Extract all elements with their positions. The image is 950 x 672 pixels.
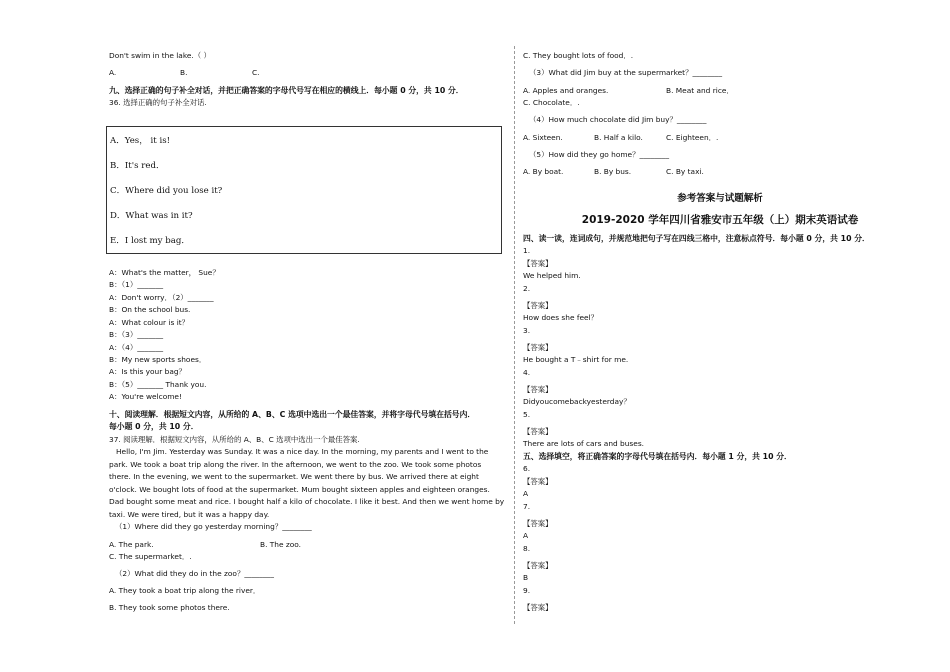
item-number: 3.	[523, 326, 531, 335]
answer-label: 【答案】	[523, 259, 553, 268]
item-number: 7.	[523, 502, 531, 511]
q35-option-a: A.	[109, 68, 117, 77]
box-option-c: C．Where did you lose it?	[110, 186, 223, 196]
q37-line: 37. 阅读理解．根据短文内容，从所给的 A、B、C 选项中选出一个最佳答案.	[109, 435, 360, 444]
q1-option-b: B. The zoo.	[260, 540, 302, 549]
q1-option-a: A. The park.	[109, 540, 154, 549]
q3-option-c: C. Chocolate．.	[523, 98, 580, 107]
q3-option-a: A. Apples and oranges.	[523, 86, 609, 95]
q5-option-b: B. By bus.	[594, 167, 632, 176]
q4-option-c: C. Eighteen．.	[666, 133, 719, 142]
answer-label: 【答案】	[523, 343, 553, 352]
question-2: （2）What did they do in the zoo？________	[115, 569, 274, 578]
q35-option-b: B.	[180, 68, 188, 77]
q1-option-c: C. The supermarket．.	[109, 552, 192, 561]
answer-text: There are lots of cars and buses.	[523, 439, 645, 448]
dialogue-line: A：Is this your bag？	[109, 367, 186, 376]
dialogue-line: A：What colour is it？	[109, 318, 190, 327]
section5-heading: 五、选择填空，将正确答案的字母代号填在括号内．每小题 1 分，共 10 分．	[523, 452, 792, 461]
dialogue-line: B：（3）_______	[109, 330, 164, 339]
answer-text: B	[523, 573, 529, 582]
dialogue-line: A：（4）_______	[109, 343, 164, 352]
answer-text: A	[523, 531, 529, 540]
box-option-a: A．Yes， it is!	[110, 136, 171, 146]
item-number: 9.	[523, 586, 531, 595]
q5-option-a: A. By boat.	[523, 167, 564, 176]
dialogue-line: A：Don't worry．（2）_______	[109, 293, 214, 302]
section9-heading: 九、选择正确的句子补全对话，并把正确答案的字母代号写在相应的横线上．每小题 0 分，共 10 分．	[109, 86, 464, 95]
answer-label: 【答案】	[523, 427, 553, 436]
question-1: （1）Where did they go yesterday morning？________	[115, 522, 312, 531]
reading-passage: Hello, I'm Jim. Yesterday was Sunday. It was a nice day. In the morning, my parents and I went to the park. We took a boat trip along the river. In the afternoon, we went to the zoo. We took some photos there. In the evening, we went to the supermarket. We went there by bus. We arrived there at eight o'clock. We bought lots of food at the supermarket. Mum bought sixteen apples and eighteen oranges. Dad bought some meat and rice. I bought half a kilo of chocolate. I like it best. And then we went home by taxi. We were tired, but it was a happy day.	[109, 447, 505, 519]
section4-heading: 四、读一读，连词成句，并规范地把句子写在四线三格中，注意标点符号．每小题 0 分，共 10 分．	[523, 234, 870, 243]
dialogue-line: B：On the school bus.	[109, 305, 191, 314]
answers-title: 参考答案与试题解析	[677, 193, 763, 204]
dialogue-line: A：You're welcome!	[109, 392, 182, 401]
q4-option-b: B. Half a kilo.	[594, 133, 643, 142]
answer-text: How does she feel？	[523, 313, 599, 322]
dialogue-line: B：（5）_______ Thank you.	[109, 380, 207, 389]
item-number: 2.	[523, 284, 531, 293]
answer-label: 【答案】	[523, 603, 553, 612]
item-number: 6.	[523, 464, 531, 473]
q3-option-b: B. Meat and rice．	[666, 86, 734, 95]
q2-option-c: C. They bought lots of food．.	[523, 51, 634, 60]
item-number: 5.	[523, 410, 531, 419]
box-option-e: E．I lost my bag．	[110, 236, 190, 246]
section10-heading-line1: 十、阅读理解．根据短文内容，从所给的 A、B、C 选项中选出一个最佳答案，并将字母代号填在括号内．	[109, 410, 476, 419]
section10-heading-line2: 每小题 0 分，共 10 分．	[109, 422, 199, 431]
box-option-d: D．What was in it?	[110, 211, 193, 221]
answer-text: We helped him.	[523, 271, 581, 280]
answer-text: He bought a T﹣shirt for me.	[523, 355, 629, 364]
q36-line: 36. 选择正确的句子补全对话.	[109, 98, 207, 107]
question-3: （3）What did Jim buy at the supermarket？________	[529, 68, 723, 77]
question-5: （5）How did they go home？________	[529, 150, 670, 159]
q4-option-a: A. Sixteen.	[523, 133, 563, 142]
answer-text: Didyoucomebackyesterday？	[523, 397, 631, 406]
answer-text: A	[523, 489, 529, 498]
q35-option-c: C.	[252, 68, 260, 77]
q2-option-b: B. They took some photos there.	[109, 603, 230, 612]
column-divider	[514, 46, 515, 624]
exam-title: 2019-2020 学年四川省雅安市五年级（上）期末英语试卷	[581, 214, 859, 226]
box-option-b: B．It's red．	[110, 161, 165, 171]
q5-option-c: C. By taxi.	[666, 167, 704, 176]
q2-option-a: A. They took a boat trip along the river．	[109, 586, 261, 595]
dialogue-line: A：What's the matter， Sue？	[109, 268, 220, 277]
answer-label: 【答案】	[523, 519, 553, 528]
dialogue-line: B：（1）_______	[109, 280, 164, 289]
item-number: 1.	[523, 246, 531, 255]
question-4: （4）How much chocolate did Jim buy？________	[529, 115, 707, 124]
dialogue-line: B：My new sports shoes．	[109, 355, 207, 364]
q35-line: Don't swim in the lake.（ ）	[109, 51, 211, 60]
item-number: 8.	[523, 544, 531, 553]
item-number: 4.	[523, 368, 531, 377]
answer-label: 【答案】	[523, 477, 553, 486]
answer-label: 【答案】	[523, 561, 553, 570]
answer-label: 【答案】	[523, 301, 553, 310]
answer-label: 【答案】	[523, 385, 553, 394]
